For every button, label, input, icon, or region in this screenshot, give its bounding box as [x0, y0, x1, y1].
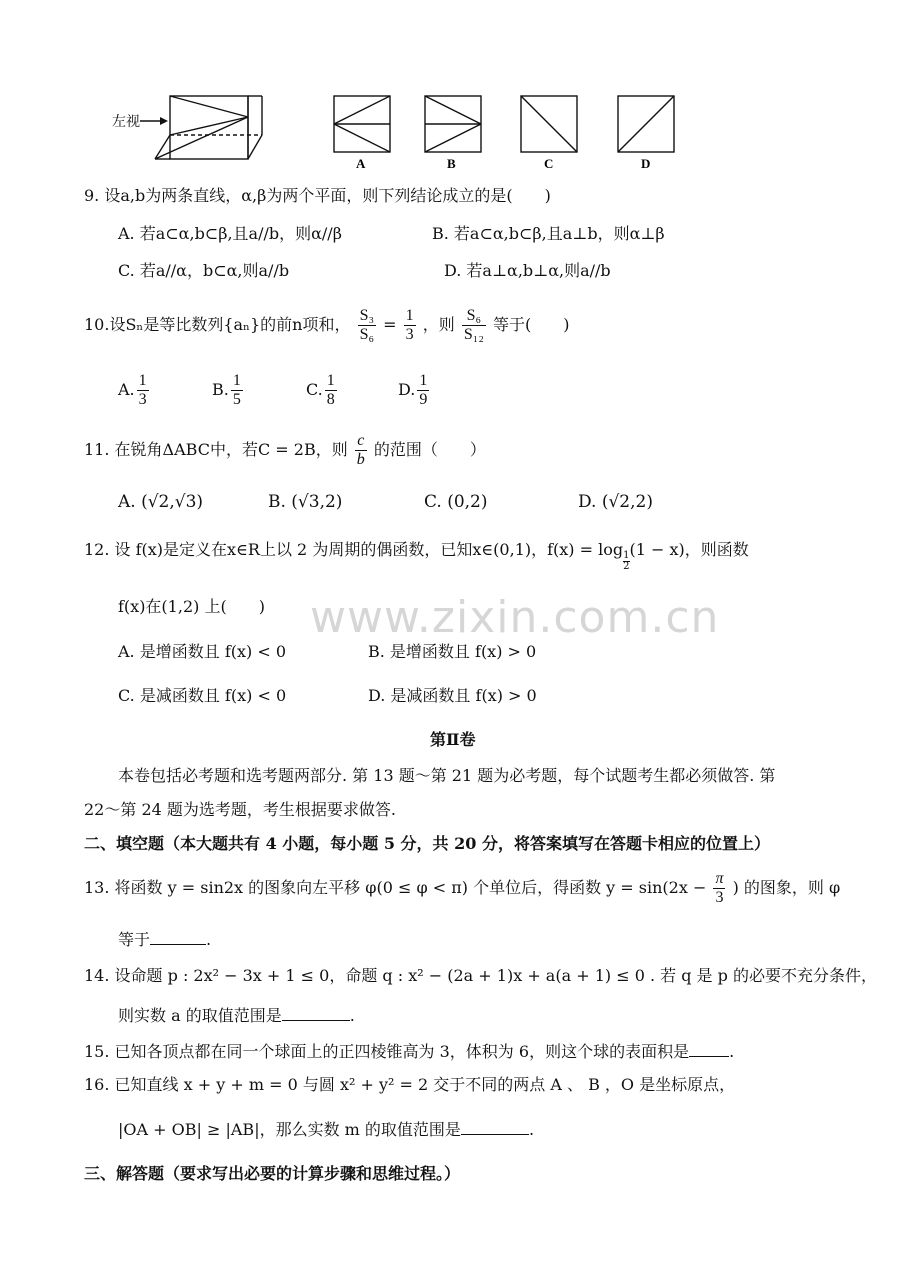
q10-option-c [306, 370, 339, 410]
q16-line2-text: |OA + OB| ≥ |AB|，那么实数 m 的取值范围是 [118, 1120, 461, 1139]
side-view-label: 左视 [112, 114, 140, 130]
q9-option-a: A. 若a⊂α,b⊂β,且a//b，则α//β [118, 224, 342, 243]
q12-option-a: A. 是增函数且 f(x) < 0 [118, 642, 287, 661]
q9-option-b: B. 若a⊂α,b⊂β,且a⊥b，则α⊥β [432, 224, 665, 243]
q10-equals: = [383, 315, 397, 334]
q16-line2: |OA + OB| ≥ |AB|，那么实数 m 的取值范围是 . [118, 1120, 535, 1139]
q11-prefix: 11. 在锐角ΔABC中，若C = 2B，则 [84, 440, 348, 459]
q14-line2: 则实数 a 的取值范围是 . [118, 1006, 355, 1025]
q13-fraction [713, 870, 725, 907]
solid-3d [155, 96, 262, 159]
view-option-a [334, 96, 390, 152]
q10-prefix: 10.设Sₙ是等比数列{aₙ}的前n项和， [84, 315, 351, 334]
view-label-d: D [641, 156, 651, 171]
view-option-d [618, 96, 674, 152]
q13-prefix: 13. 将函数 y = sin2x 的图象向左平移 φ(0 ≤ φ < π) 个单位后，得函数 y = sin(2x − [84, 878, 707, 897]
q10-option-c-den: 8 [326, 391, 335, 408]
q13-frac-den: 3 [715, 889, 724, 906]
section-solve-heading: 三、解答题（要求写出必要的计算步骤和思维过程。） [84, 1164, 461, 1183]
q15-line1-text: 15. 已知各顶点都在同一个球面上的正四棱锥高为 3，体积为 6，则这个球的表面积是 [84, 1042, 690, 1061]
q11-frac-num: c [355, 432, 367, 451]
q13-stem [84, 868, 840, 908]
q10-fraction-target [462, 307, 486, 344]
q13-answer-blank[interactable] [150, 928, 206, 945]
part2-intro-line1: 本卷包括必考题和选考题两部分. 第 13 题～第 21 题为必考题，每个试题考生都必须做答. 第 [118, 766, 776, 785]
q11-suffix: 的范围（ ） [373, 440, 486, 459]
q10-frac2-den: S₁₂ [463, 326, 484, 343]
q12-line2: f(x)在(1,2) 上( ) [118, 597, 265, 616]
q13-line2-text: 等于 [118, 930, 151, 949]
q10-option-a-label: A. [118, 380, 135, 399]
q10-fraction-value [404, 307, 416, 344]
q12-option-c: C. 是减函数且 f(x) < 0 [118, 686, 287, 705]
q10-frac-val-num: 1 [405, 307, 414, 324]
view-label-b: B [447, 156, 456, 171]
q16-answer-blank[interactable] [461, 1118, 529, 1135]
q10-option-b-label: B. [212, 380, 229, 399]
q13-line2: 等于 . [118, 930, 212, 949]
q11-option-d: D. (√2,2) [578, 492, 653, 512]
section-fill-blank-heading: 二、填空题（本大题共有 4 小题，每小题 5 分，共 20 分，将答案填写在答题卡相应的位置上） [84, 834, 770, 853]
q11-frac-den: b [356, 451, 365, 468]
q9-option-d: D. 若a⊥α,b⊥α,则a//b [444, 261, 611, 280]
q14-line1: 14. 设命题 p : 2x² − 3x + 1 ≤ 0，命题 q : x² − (2a + 1)x + a(a + 1) ≤ 0 . 若 q 是 p 的必要不充分条件， [84, 966, 877, 985]
q10-frac1-den: S₆ [359, 326, 375, 343]
q9-option-c: C. 若a//α，b⊂α,则a//b [118, 261, 290, 280]
view-option-c [521, 96, 577, 152]
q10-option-d-label: D. [398, 380, 416, 399]
q9-stem: 9. 设a,b为两条直线，α,β为两个平面，则下列结论成立的是( ) [84, 186, 551, 205]
q10-frac-val-den: 3 [405, 326, 414, 343]
view-label-a: A [356, 156, 366, 171]
q11-option-c: C. (0,2) [424, 492, 488, 512]
q16-line1: 16. 已知直线 x + y + m = 0 与圆 x² + y² = 2 交于不同的两点 A 、 B ，O 是坐标原点， [84, 1075, 736, 1094]
q14-line2-text: 则实数 a 的取值范围是 [118, 1006, 282, 1025]
q10-option-b [212, 370, 245, 410]
q11-option-a: A. (√2,√3) [118, 492, 204, 512]
q12-stem-tail: (1 − x)，则函数 [629, 540, 749, 559]
q10-option-a [118, 370, 151, 410]
view-label-c: C [544, 156, 554, 171]
q10-option-c-num: 1 [326, 372, 335, 389]
q11-option-b: B. (√3,2) [268, 492, 343, 512]
q12-stem [84, 540, 749, 572]
q12-option-d: D. 是减函数且 f(x) > 0 [368, 686, 537, 705]
part2-intro-line2: 22～第 24 题为选考题，考生根据要求做答. [84, 800, 396, 819]
q10-option-b-num: 1 [232, 372, 241, 389]
geometry-figure [0, 0, 920, 180]
q10-option-d [398, 370, 431, 410]
q12-stem-text: 12. 设 f(x)是定义在x∈R上以 2 为周期的偶函数，已知x∈(0,1)，f(x) = log [84, 540, 624, 559]
q12-option-b: B. 是增函数且 f(x) > 0 [368, 642, 537, 661]
q10-option-a-den: 3 [138, 391, 147, 408]
q10-stem [84, 305, 570, 345]
part2-title: 第Ⅱ卷 [430, 730, 476, 749]
watermark-text: www.zixin.com.cn [310, 592, 720, 643]
q10-frac2-num: S₆ [462, 307, 486, 326]
q10-suffix: 等于( ) [493, 315, 570, 334]
q13-frac-num: π [715, 870, 724, 887]
q13-suffix: ) 的图象，则 φ [732, 878, 841, 897]
q10-frac1-num: S₃ [359, 307, 375, 324]
q12-log-base-num: 1 [623, 550, 630, 561]
q10-option-d-den: 9 [419, 391, 428, 408]
q10-mid: ，则 [422, 315, 455, 334]
q15-line1: 15. 已知各顶点都在同一个球面上的正四棱锥高为 3，体积为 6，则这个球的表面积是 . [84, 1042, 735, 1061]
q10-option-b-den: 5 [232, 391, 241, 408]
q12-log-base-den: 2 [623, 561, 630, 572]
view-option-b [425, 96, 481, 152]
q14-answer-blank[interactable] [282, 1004, 350, 1021]
q10-option-a-num: 1 [138, 372, 147, 389]
q15-answer-blank[interactable] [689, 1040, 729, 1057]
q11-fraction [355, 432, 367, 469]
q11-stem [84, 430, 486, 470]
q10-option-d-num: 1 [419, 372, 428, 389]
q10-option-c-label: C. [306, 380, 323, 399]
q10-fraction-ratio [358, 307, 376, 344]
side-view-arrow [140, 117, 168, 125]
